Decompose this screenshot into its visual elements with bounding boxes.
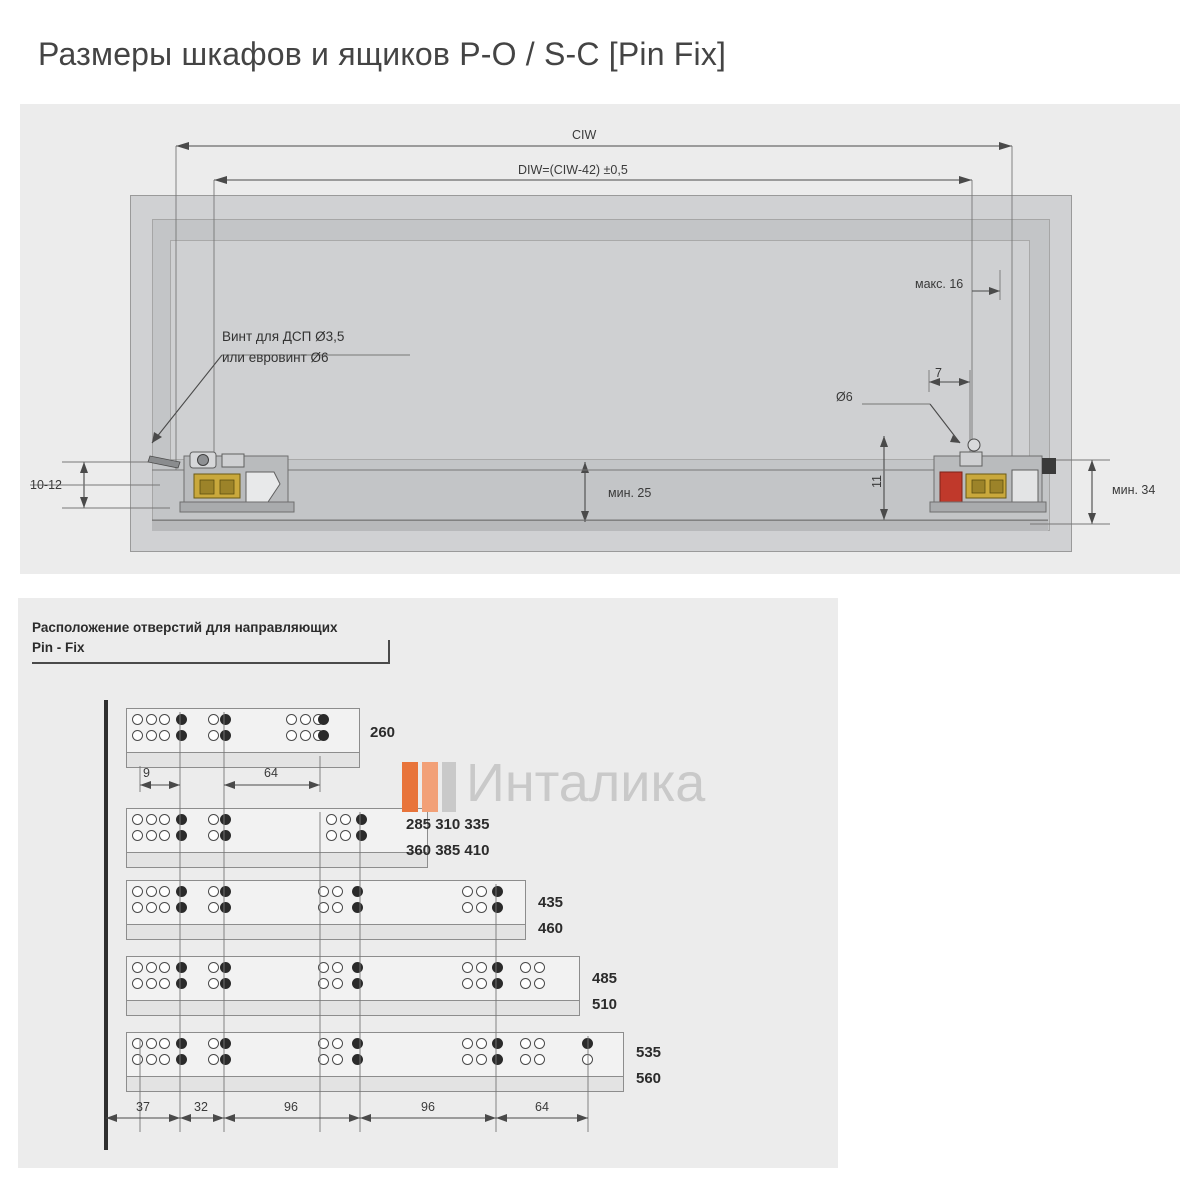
dim-64-top-label: 64 <box>264 766 278 780</box>
dim-ciw-label: CIW <box>572 128 597 142</box>
dim-d6-label: Ø6 <box>836 390 853 404</box>
drawer-row-4-size-a: 485 <box>592 970 618 987</box>
dim-11-label: 11 <box>870 475 884 488</box>
dim-9-label: 9 <box>143 766 150 780</box>
dim-max16-label: макс. 16 <box>915 277 964 291</box>
watermark-text: Инталика <box>466 753 706 813</box>
page-title: Размеры шкафов и ящиков P-O / S-C [Pin Fix] <box>38 36 727 72</box>
drawer-row-5-size-b: 560 <box>636 1070 662 1087</box>
drawer-row-2-size-a: 285 310 335 <box>406 816 490 833</box>
dim-37-label: 37 <box>136 1100 150 1114</box>
drawer-row-3-size-b: 460 <box>538 920 564 937</box>
watermark-logo-icon <box>400 756 458 818</box>
drawer-row-3-size-a: 435 <box>538 894 564 911</box>
hole-pattern-title-line2: Pin - Fix <box>32 640 85 656</box>
dim-min34-label: мин. 34 <box>1112 483 1156 497</box>
dim-96-b-label: 96 <box>421 1100 435 1114</box>
dim-10-12-label: 10-12 <box>30 478 62 492</box>
watermark <box>400 748 820 826</box>
dim-32-label: 32 <box>194 1100 208 1114</box>
dim-7-label: 7 <box>935 366 942 380</box>
drawer-row-5-size-a: 535 <box>636 1044 662 1061</box>
note-screw-line1: Винт для ДСП Ø3,5 <box>222 329 345 344</box>
hole-pattern-title-line1: Расположение отверстий для направляющих <box>32 620 338 635</box>
drawer-row-4-size-b: 510 <box>592 996 618 1013</box>
drawer-row-2-size-b: 360 385 410 <box>406 842 490 859</box>
dim-diw-label: DIW=(CIW-42) ±0,5 <box>518 163 628 177</box>
dim-64-bottom-label: 64 <box>535 1100 549 1114</box>
dim-96-a-label: 96 <box>284 1100 298 1114</box>
drawer-row-1-size: 260 <box>370 724 396 741</box>
dim-min25-label: мин. 25 <box>608 486 652 500</box>
note-screw-line2: или еврoвинт Ø6 <box>222 350 329 365</box>
